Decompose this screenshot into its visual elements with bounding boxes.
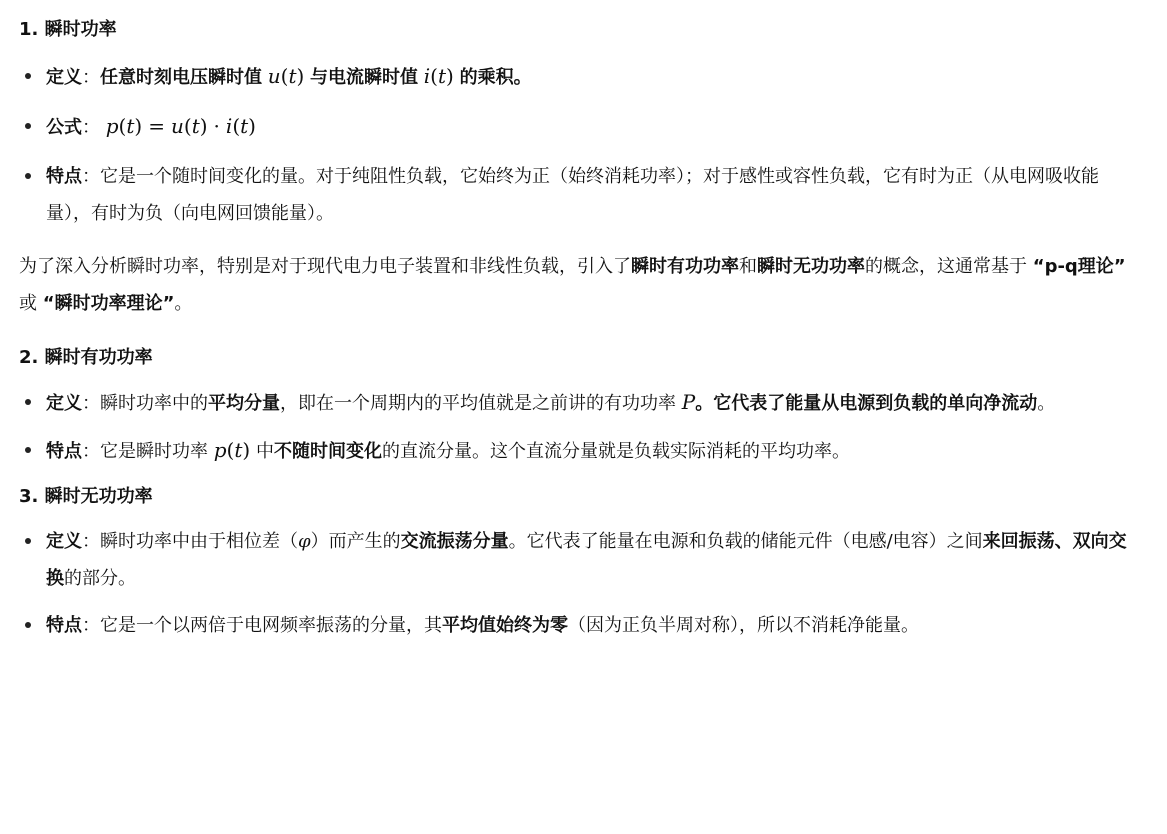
definition-bold-1: 任意时刻电压瞬时值 (100, 67, 262, 88)
colon: ： (82, 67, 100, 88)
colon: ： (82, 393, 100, 414)
def-bold-back-and-forth: 来回振荡、双向交换 (46, 531, 1127, 589)
feat-text-3: 的直流分量。这个直流分量就是负载实际消耗的平均功率。 (381, 441, 850, 462)
def-bold-ac-oscillation: 交流振荡分量 (400, 531, 509, 552)
label-feature: 特点 (46, 166, 82, 187)
intro-text-1: 为了深入分析瞬时功率，特别是对于现代电力电子装置和非线性负载，引入了 (19, 256, 631, 277)
colon: ： (82, 166, 100, 187)
bullet-dot (25, 538, 31, 544)
intro-text-5: 。 (174, 293, 193, 314)
feat-text-1: 它是一个以两倍于电网频率振荡的分量，其 (100, 615, 442, 636)
def-text-4: 的部分。 (64, 568, 136, 589)
section-3-list (19, 523, 1143, 644)
colon: ： (82, 615, 100, 636)
intro-text-4: 或 (19, 293, 43, 314)
math-p-of-t: p(t) (213, 438, 251, 462)
label-definition: 定义 (46, 393, 82, 414)
section-title-instantaneous-active-power: 2. 瞬时有功功率 (19, 347, 153, 368)
phi-symbol: φ (298, 531, 311, 552)
math-P: P (681, 390, 696, 414)
def-text-4: 。 (1037, 393, 1056, 414)
colon: ： (82, 531, 100, 552)
label-formula: 公式 (46, 117, 82, 138)
label-definition: 定义 (46, 531, 82, 552)
bullet-dot (25, 622, 31, 628)
section-title-instantaneous-power: 1. 瞬时功率 (19, 19, 117, 40)
list-item-feature (19, 158, 1143, 232)
intro-bold-instant-power-theory: “瞬时功率理论” (42, 293, 175, 314)
label-definition: 定义 (46, 67, 82, 88)
section-1-list (19, 58, 1143, 232)
feat-text-1: 它是瞬时功率 (100, 441, 214, 462)
bullet-dot (25, 123, 31, 129)
definition-bold-2: 与电流瞬时值 (310, 67, 419, 88)
feat-bold-time-invariant: 不随时间变化 (273, 441, 382, 462)
feat-text-2: （因为正负半周对称），所以不消耗净能量。 (568, 615, 919, 636)
list-item-feature (19, 432, 1143, 470)
def-bold-average-component: 平均分量 (208, 393, 280, 414)
list-item-definition (19, 523, 1143, 597)
label-feature: 特点 (46, 615, 82, 636)
colon: ： (82, 441, 100, 462)
feat-bold-average-zero: 平均值始终为零 (442, 615, 568, 636)
list-item-definition (19, 384, 1143, 422)
definition-bold-3: 的乘积。 (459, 67, 532, 88)
feat-text-2: 中 (250, 441, 274, 462)
def-text-2: ）而产生的 (310, 531, 401, 552)
section-title-instantaneous-reactive-power: 3. 瞬时无功功率 (19, 486, 153, 507)
feature-text: 它是一个随时间变化的量。对于纯阻性负载，它始终为正（始终消耗功率）；对于感性或容性负载，它有时为正（从电网吸收能量），有时为负（向电网回馈能量）。 (46, 166, 1099, 224)
intro-text-3: 的概念，这通常基于 (865, 256, 1033, 277)
math-u-of-t: u(t) (267, 64, 305, 88)
list-item-feature (19, 607, 1143, 644)
bullet-dot (25, 447, 31, 453)
intro-bold-active: 瞬时有功功率 (631, 256, 739, 277)
def-bold-one-way-flow: 单向净流动 (947, 393, 1038, 414)
def-text-1: 瞬时功率中的 (100, 393, 208, 414)
label-feature: 特点 (46, 441, 82, 462)
list-item-definition (19, 58, 1143, 96)
def-text-3: 。它代表了能量在电源和负载的储能元件（电感/电容）之间 (508, 531, 983, 552)
section-2-list (19, 384, 1143, 470)
intro-text-2: 和 (739, 256, 757, 277)
intro-paragraph (19, 248, 1143, 322)
colon: ： (82, 117, 100, 138)
def-text-3: 。它代表了能量从电源到负载的 (695, 393, 948, 414)
bullet-dot (25, 73, 31, 79)
def-text-2: ，即在一个周期内的平均值就是之前讲的有功功率 (280, 393, 682, 414)
def-text-1: 瞬时功率中由于相位差（ (100, 531, 298, 552)
list-item-formula (19, 108, 1143, 146)
bullet-dot (25, 399, 31, 405)
bullet-dot (25, 173, 31, 179)
intro-bold-pq-theory: “p-q理论” (1032, 256, 1126, 277)
intro-bold-reactive: 瞬时无功功率 (757, 256, 865, 277)
math-i-of-t: i(t) (423, 64, 454, 88)
math-formula-p-equals-u-times-i: p(t) = u(t) · i(t) (105, 114, 256, 138)
